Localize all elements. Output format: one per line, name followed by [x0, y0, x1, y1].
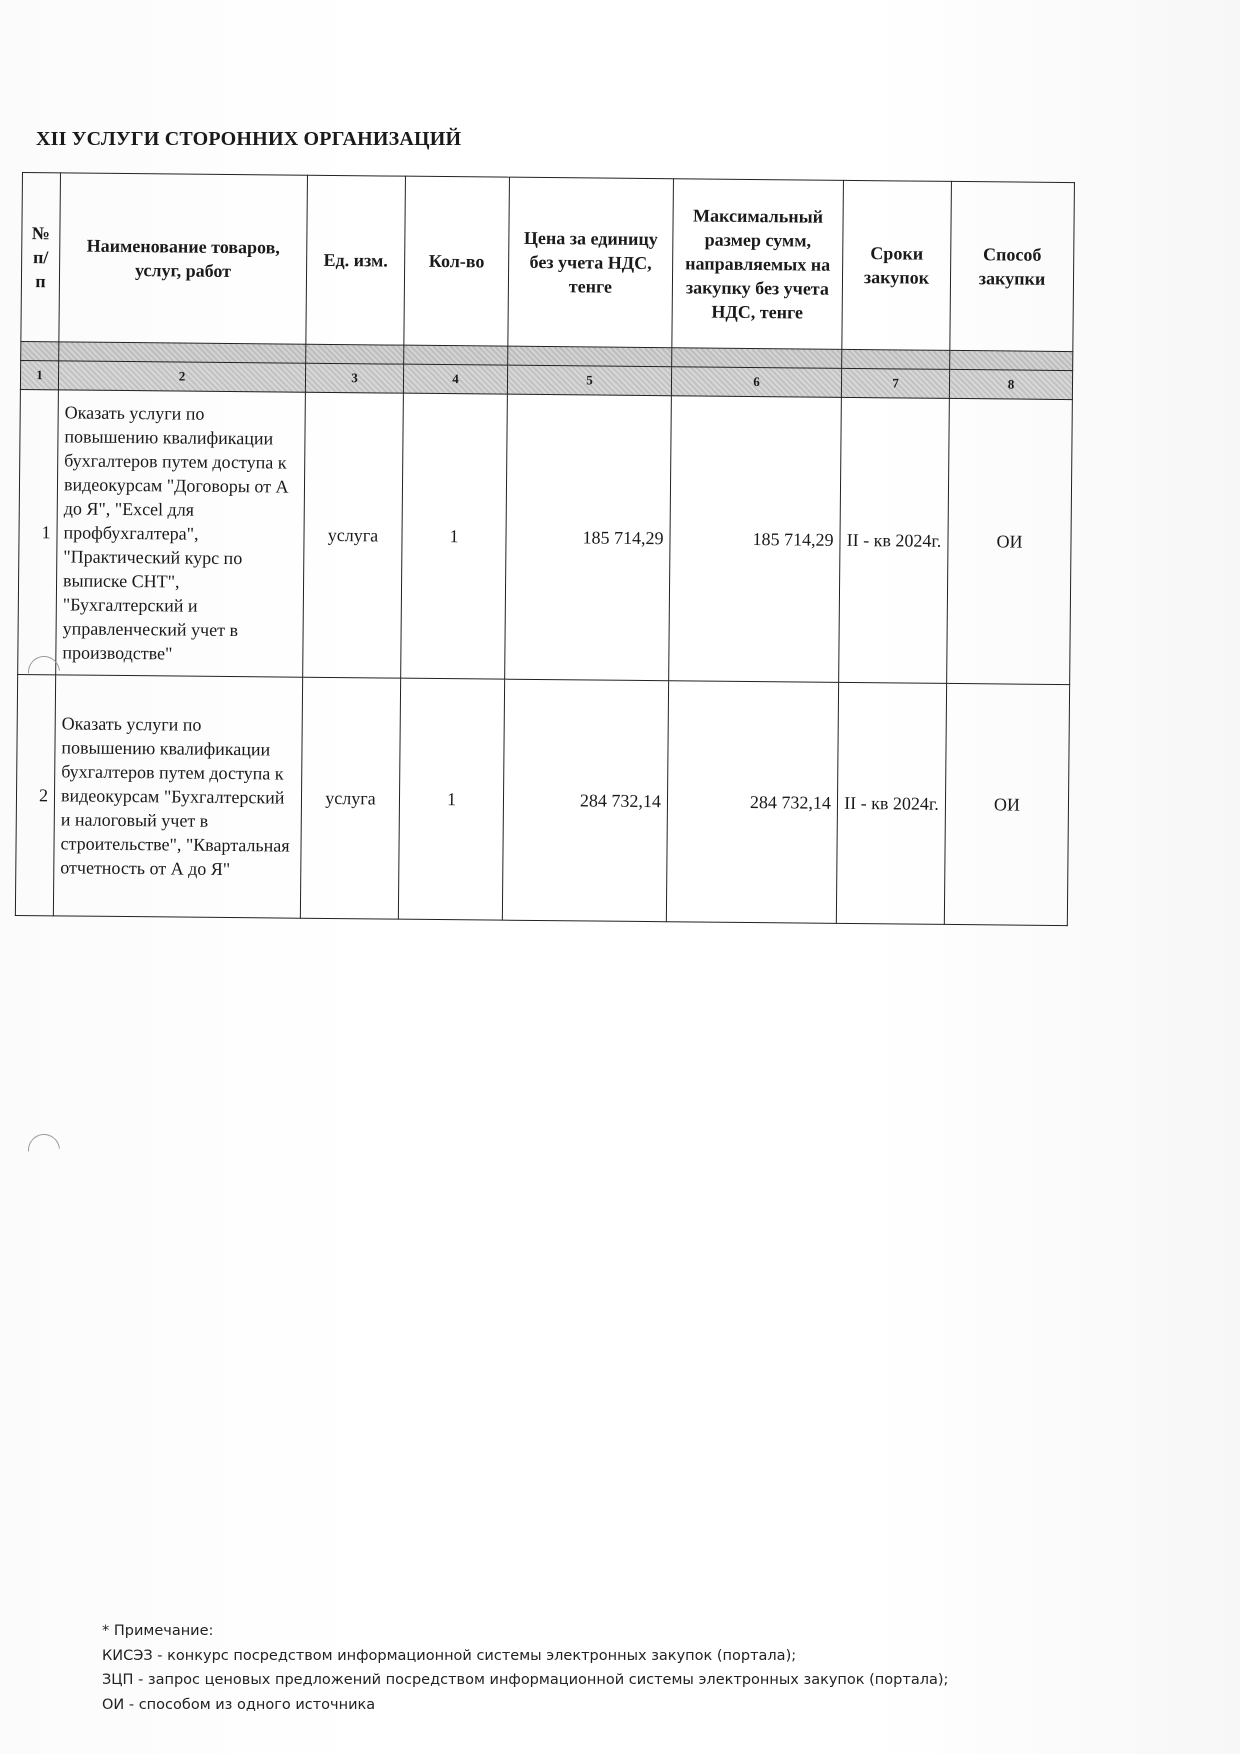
row-method: ОИ: [947, 398, 1073, 684]
header-cell-method: Способ закупки: [950, 181, 1075, 351]
column-number-cell: 8: [949, 369, 1072, 399]
column-number-cell: 7: [841, 368, 949, 398]
table-row: [18, 389, 1073, 684]
row-unit-price: 185 714,29: [505, 394, 672, 681]
row-max-sum: 284 732,14: [666, 681, 838, 924]
column-number-cell: 5: [507, 365, 671, 396]
column-number-cell: 3: [305, 363, 403, 393]
procurement-table: [15, 172, 1075, 926]
shaded-cell: [672, 348, 842, 369]
shaded-cell: [950, 350, 1073, 370]
row-term: II - кв 2024г.: [839, 397, 950, 683]
table-row: [15, 674, 1069, 925]
header-cell-quantity: Кол-во: [404, 176, 510, 346]
footnote-heading: * Примечание:: [102, 1623, 214, 1639]
header-cell-number: № п/п: [21, 173, 61, 342]
row-number: 2: [15, 674, 55, 915]
row-unit-price: 284 732,14: [502, 679, 668, 922]
header-cell-unit: Ед. изм.: [306, 175, 406, 345]
footnote: [102, 1619, 948, 1717]
header-cell-term: Сроки закупок: [842, 180, 952, 350]
row-unit: услуга: [303, 392, 404, 678]
shaded-cell: [306, 344, 404, 364]
footnote-line: ЗЦП - запрос ценовых предложений посредством информационной системы электронных закупок (портала);: [102, 1672, 949, 1688]
row-item-name: Оказать услуги по повышению квалификации бухгалтеров путем доступа к видеокурсам "Договоры от А до Я", "Excel для профбухгалтера", "Практический курс по выписке СНТ", "Бухгалтерский и управленческий учет в производстве": [56, 390, 306, 677]
column-number-cell: 2: [58, 361, 305, 392]
footnote-line: КИСЭЗ - конкурс посредством информационной системы электронных закупок (портала);: [102, 1647, 797, 1664]
row-number: 1: [18, 389, 59, 674]
shaded-cell: [21, 341, 59, 360]
procurement-table-wrapper: [15, 172, 1074, 926]
row-quantity: 1: [401, 393, 508, 679]
row-item-name: Оказать услуги по повышению квалификации бухгалтеров путем доступа к видеокурсам "Бухгалтерский и налоговый учет в строительстве", "Квартальная отчетность от А до Я": [53, 675, 302, 918]
header-row: [21, 173, 1075, 352]
row-quantity: 1: [398, 678, 504, 920]
header-cell-max-sum: Максимальный размер сумм, направляемых на закупку без учета НДС, тенге: [672, 179, 844, 350]
shaded-cell: [508, 346, 672, 367]
punch-hole-mark: [21, 1127, 66, 1172]
row-max-sum: 185 714,29: [669, 396, 842, 683]
section-title: XII УСЛУГИ СТОРОННИХ ОРГАНИЗАЦИЙ: [36, 128, 462, 150]
row-method: ОИ: [944, 683, 1069, 925]
shaded-cell: [59, 342, 306, 363]
header-cell-name: Наименование товаров, услуг, работ: [59, 173, 308, 344]
column-number-cell: 6: [671, 367, 841, 398]
footnote-line: ОИ - способом из одного источника: [102, 1696, 376, 1713]
shaded-cell: [404, 345, 508, 365]
shaded-cell: [842, 349, 950, 369]
row-term: II - кв 2024г.: [836, 682, 946, 924]
column-number-cell: 4: [403, 364, 507, 394]
header-cell-unit-price: Цена за единицу без учета НДС, тенге: [508, 177, 674, 348]
column-number-cell: 1: [20, 360, 58, 389]
row-unit: услуга: [300, 677, 400, 919]
